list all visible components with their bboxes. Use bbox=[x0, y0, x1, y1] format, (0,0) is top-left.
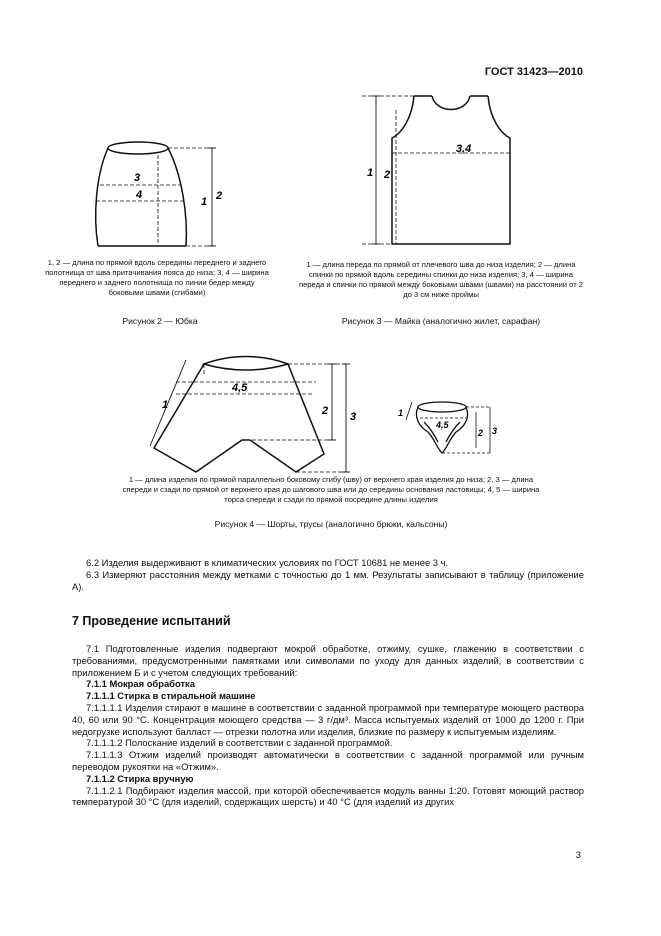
section-7-heading: 7 Проведение испытаний bbox=[72, 614, 231, 628]
fig3-label-1: 1 bbox=[367, 167, 374, 179]
fig4-briefs-label-2: 2 bbox=[478, 428, 484, 438]
section-7-body bbox=[72, 643, 584, 808]
fig2-title: Рисунок 2 — Юбка bbox=[122, 316, 198, 326]
paragraph-7-1-1-1-2: 7.1.1.1.2 Полоскание изделий в соответствии с заданной программой. bbox=[86, 737, 393, 749]
fig4-briefs-label-1: 1 bbox=[398, 408, 404, 418]
briefs-drawing bbox=[388, 398, 500, 458]
fig4-briefs-label-3: 3 bbox=[492, 426, 498, 436]
shorts-drawing bbox=[146, 350, 366, 480]
paragraph-7-1-1-1-1: 7.1.1.1.1 Изделия стирают в машине в соответствии с заданной программой при температуре моющего раствора 40, 60 или 90 °С. Концентрация моющего средства — 3 г/дм³. Масса испытуемых изделий от 1000 до 1200 г. При недогрузке используют балласт — отрезки полотна или изделия, близкие по размеру к испытуемым изделиям. bbox=[72, 701, 584, 737]
heading-7-1-1-2: 7.1.1.2 Стирка вручную bbox=[86, 772, 194, 784]
fig2-label-1: 1 bbox=[201, 196, 208, 208]
standard-number: ГОСТ 31423—2010 bbox=[484, 66, 583, 78]
fig4-label-3: 3 bbox=[350, 411, 357, 423]
fig3-label-2: 2 bbox=[384, 169, 391, 181]
fig3-label-34: 3,4 bbox=[456, 143, 472, 155]
heading-7-1-1: 7.1.1 Мокрая обработка bbox=[86, 678, 195, 690]
skirt-drawing bbox=[88, 135, 228, 251]
paragraph-6-3: 6.3 Измеряют расстояния между метками с точностью до 1 мм. Результаты записывают в таблицу (приложение А). bbox=[72, 568, 584, 592]
paragraph-7-1-1-1-3: 7.1.1.1.3 Отжим изделий производят автоматически в соответствии с заданной программой или ручным переводом рукоятки на «Отжим». bbox=[72, 749, 584, 772]
section-6 bbox=[72, 557, 584, 592]
heading-7-1-1-1: 7.1.1.1 Стирка в стиральной машине bbox=[86, 690, 256, 702]
fig4-label-2: 2 bbox=[322, 405, 329, 417]
paragraph-7-1-1-2-1: 7.1.1.2.1 Подбирают изделия массой, при которой обеспечивается модуль ванны 1:20. Готовят моющий раствор температурой 30 °С (для изделий, содержащих шерсть) и 40 °С (для изделий из других bbox=[72, 784, 584, 808]
page-number: 3 bbox=[575, 850, 581, 861]
fig4-title: Рисунок 4 — Шорты, трусы (аналогично брюки, кальсоны) bbox=[214, 519, 448, 529]
fig4-label-45: 4,5 bbox=[232, 382, 248, 394]
tanktop-drawing bbox=[362, 88, 532, 252]
paragraph-7-1: 7.1 Подготовленные изделия подвергают мокрой обработке, отжиму, сушке, глажению в соответствии с требованиями, предусмотренными памятками или символами по уходу для данных изделий, в соответствии с приложением Б и с учетом следующих требований: bbox=[72, 643, 584, 678]
fig4-caption: 1 — длина изделия по прямой параллельно боковому сгибу (шву) от верхнего края изделия до низа; 2, 3 — длина спереди и сзади по прямой от верхнего края до шагового шва или до середины основания ластовицы; 4, 5 — ширина торса спереди и сзади по прямой посредине длины изделия bbox=[122, 475, 540, 504]
fig4-briefs-label-45: 4,5 bbox=[436, 420, 449, 430]
fig2-label-2: 2 bbox=[216, 190, 223, 202]
fig2-caption: 1, 2 — длина по прямой вдоль середины переднего и заднего полотнища от шва притачивания пояса до низа; 3, 4 — ширина переднего и заднего полотнища по линии бедер между боковыми швами (сгибами) bbox=[45, 258, 269, 297]
fig2-label-3: 3 bbox=[134, 172, 141, 184]
paragraph-6-2: 6.2 Изделия выдерживают в климатических условиях по ГОСТ 10681 не менее 3 ч. bbox=[86, 557, 449, 568]
fig3-title: Рисунок 3 — Майка (аналогично жилет, сарафан) bbox=[341, 316, 541, 326]
fig4-label-1: 1 bbox=[162, 399, 169, 411]
fig3-caption: 1 — длина переда по прямой от плечевого шва до низа изделия; 2 — длина спинки по прямой вдоль середины спинки до низа изделия; 3, 4 — ширина переда и спинки по прямой между боковыми швами (швами) на расстоянии от 2 до 3 см ниже проймы bbox=[298, 260, 584, 299]
fig2-label-4: 4 bbox=[136, 189, 143, 201]
